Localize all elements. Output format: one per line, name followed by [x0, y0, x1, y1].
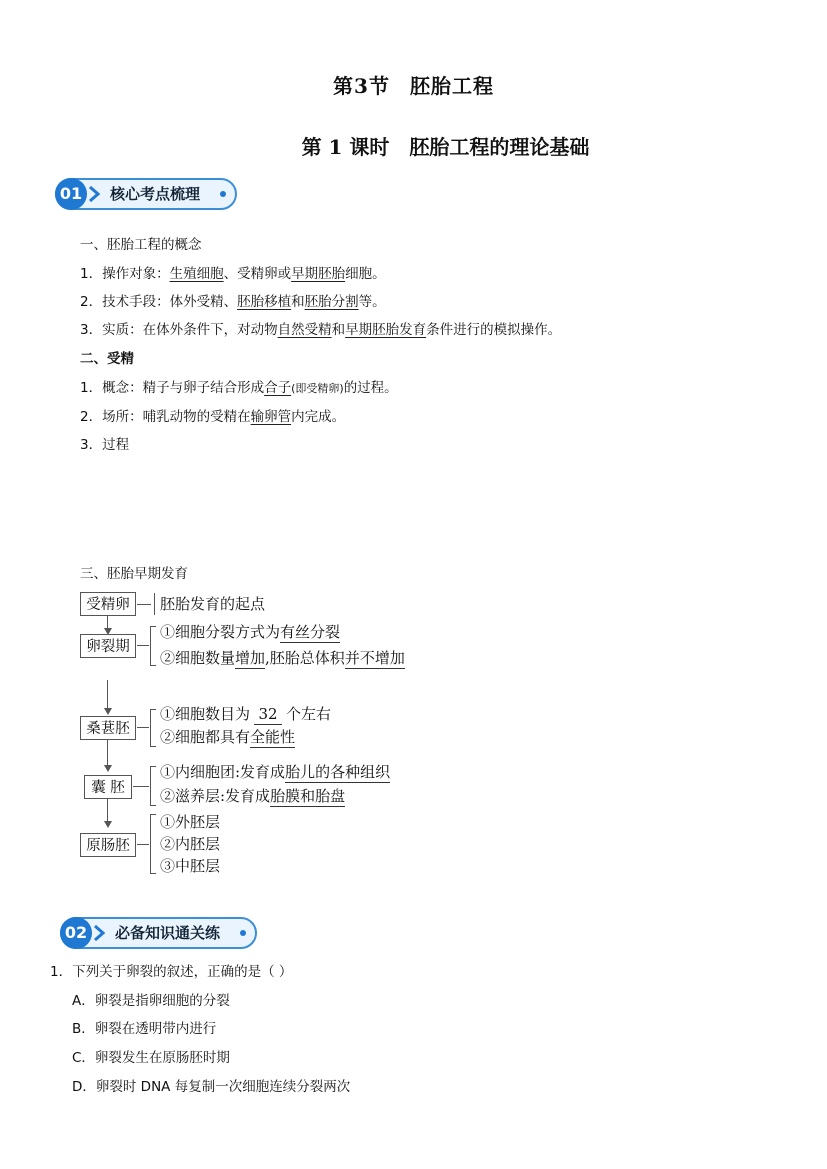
connector [154, 593, 155, 615]
arrow-down-icon [104, 708, 112, 715]
cleavage-note-1: ①细胞分裂方式为有丝分裂 [160, 623, 341, 641]
answer-underline: 并不增加 [344, 649, 405, 667]
fertilization-line-2: 2．场所：哺乳动物的受精在输卵管内完成。 [80, 409, 346, 425]
banner-number: 01 [55, 178, 87, 210]
answer-underline: 胚胎移植 [237, 294, 292, 310]
banner-core-points [55, 178, 240, 210]
gastrula-note-1: ①外胚层 [160, 813, 221, 831]
answer-blank: 32 [254, 704, 282, 725]
concept-line-2: 2．技术手段：体外受精、胚胎移植和胚胎分割等。 [80, 294, 386, 310]
answer-underline: 全能性 [250, 728, 296, 746]
answer-underline: 生殖细胞 [169, 266, 224, 282]
answer-underline: 胎儿的各种组织 [285, 763, 391, 781]
section-number: 第3节 [333, 74, 390, 98]
arrow-line [107, 680, 108, 710]
morula-note-2: ②细胞都具有全能性 [160, 728, 296, 746]
fertilization-line-1: 1．概念：精子与卵子结合形成合子(即受精卵)的过程。 [80, 380, 398, 396]
answer-underline: 合子 [264, 380, 292, 396]
answer-underline: 早期胚胎发育 [345, 322, 427, 338]
connector [137, 604, 151, 605]
heading-concept: 一、胚胎工程的概念 [80, 237, 202, 253]
heading-fertilization: 二、受精 [80, 351, 134, 367]
blastocyst-note-1: ①内细胞团:发育成胎儿的各种组织 [160, 763, 391, 781]
option-d[interactable]: D．卵裂时 DNA 每复制一次细胞连续分裂两次 [72, 1079, 351, 1095]
bracket [150, 766, 156, 806]
stage-box-blastocyst: 囊 胚 [84, 775, 132, 799]
banner-knowledge-practice [60, 917, 260, 949]
gastrula-note-2: ②内胚层 [160, 835, 221, 853]
heading-early-development: 三、胚胎早期发育 [80, 566, 188, 582]
answer-underline: 增加 [235, 649, 266, 667]
option-b[interactable]: B．卵裂在透明带内进行 [72, 1021, 217, 1037]
connector [137, 844, 149, 845]
arrow-down-icon [104, 821, 112, 828]
connector [137, 727, 149, 728]
bracket [150, 626, 156, 666]
concept-line-1: 1．操作对象：生殖细胞、受精卵或早期胚胎细胞。 [80, 266, 386, 282]
bracket [150, 814, 156, 874]
stage-box-cleavage: 卵裂期 [80, 634, 136, 658]
chevron-right-icon [85, 184, 105, 204]
stage-box-gastrula: 原肠胚 [80, 833, 136, 857]
answer-underline: 自然受精 [277, 322, 332, 338]
banner-label: 核心考点梳理 [110, 185, 201, 203]
banner-label: 必备知识通关练 [115, 924, 221, 942]
lesson-title [0, 131, 827, 160]
zygote-note: 胚胎发育的起点 [160, 595, 266, 613]
option-c[interactable]: C．卵裂发生在原肠胚时期 [72, 1050, 230, 1066]
chevron-right-icon [90, 923, 110, 943]
banner-number: 02 [60, 917, 92, 949]
connector [133, 786, 149, 787]
fertilization-line-3: 3．过程 [80, 437, 130, 453]
answer-underline: 胎膜和胎盘 [270, 787, 346, 805]
answer-underline: 早期胚胎 [291, 266, 346, 282]
option-a[interactable]: A．卵裂是指卵细胞的分裂 [72, 993, 230, 1009]
concept-line-3: 3．实质：在体外条件下，对动物自然受精和早期胚胎发育条件进行的模拟操作。 [80, 322, 562, 338]
cleavage-note-2: ②细胞数量增加,胚胎总体积并不增加 [160, 649, 405, 667]
banner-dot-icon [220, 191, 226, 197]
arrow-down-icon [104, 765, 112, 772]
banner-dot-icon [240, 930, 246, 936]
blastocyst-note-2: ②滋养层:发育成胎膜和胎盘 [160, 787, 346, 805]
answer-underline: 有丝分裂 [280, 623, 341, 641]
section-title [0, 70, 827, 99]
section-name: 胚胎工程 [409, 74, 494, 98]
stage-box-zygote: 受精卵 [80, 592, 136, 616]
arrow-line [107, 799, 108, 823]
lesson-name: 胚胎工程的理论基础 [409, 135, 590, 159]
stage-box-morula: 桑葚胚 [80, 716, 136, 740]
question-stem: 1．下列关于卵裂的叙述，正确的是（ ） [50, 964, 293, 980]
morula-note-1: ①细胞数目为 32 个左右 [160, 705, 332, 723]
answer-underline: 输卵管 [250, 409, 292, 425]
connector [137, 645, 149, 646]
arrow-line [107, 740, 108, 767]
answer-underline: 胚胎分割 [304, 294, 359, 310]
gastrula-note-3: ③中胚层 [160, 857, 221, 875]
lesson-number: 第 1 课时 [301, 135, 390, 159]
bracket [150, 709, 156, 747]
